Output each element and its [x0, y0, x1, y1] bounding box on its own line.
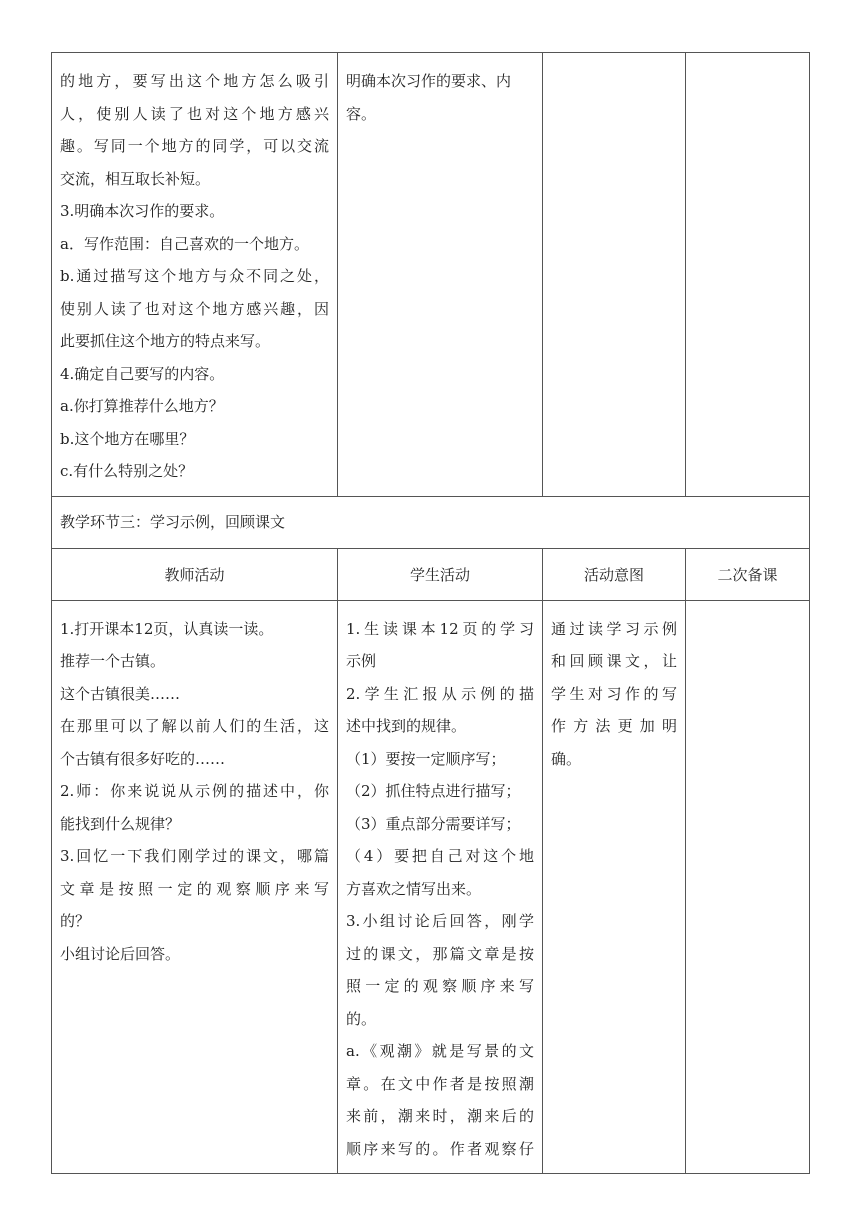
lesson-plan-page [51, 52, 809, 1174]
text-line: 述中找到的规律。 [346, 717, 467, 735]
text-line: （4）要把自己对这个地 [346, 847, 534, 865]
text-line: 照一定的观察顺序来写 [346, 977, 534, 995]
section-row [52, 496, 810, 548]
student-activity-cell [338, 600, 543, 1174]
text-line: 和回顾课文，让 [551, 652, 677, 670]
text-line: 顺序来写的。作者观察仔 [346, 1139, 534, 1158]
activity-intent-cell [543, 53, 686, 497]
teacher-activity-cell [52, 53, 338, 497]
text-line: 人，使别人读了也对这个地方感兴 [60, 104, 329, 123]
student-activity-text [338, 601, 542, 1174]
text-line: 此要抓住这个地方的特点来写。 [60, 332, 271, 350]
text-line: 推荐一个古镇。 [60, 652, 166, 670]
table-row-bottom [52, 600, 810, 1174]
text-line: 学生对习作的写 [551, 684, 677, 703]
text-line: 小组讨论后回答。 [60, 944, 181, 963]
teacher-activity-cell [52, 600, 338, 1174]
text-line: 方喜欢之情写出来。 [346, 879, 482, 898]
text-line: 能找到什么规律？ [60, 814, 181, 833]
text-line: （1）要按一定顺序写； [346, 749, 506, 768]
text-line: 明确本次习作的要求、内 [346, 72, 512, 90]
text-line: 2.师：你来说说从示例的描述中，你 [60, 782, 329, 800]
table-row-top [52, 53, 810, 497]
header-student-activity: 学生活动 [338, 548, 543, 600]
text-line: 示例 [346, 652, 377, 670]
section-title: 教学环节三：学习示例，回顾课文 [52, 496, 810, 548]
activity-intent-cell [543, 600, 686, 1174]
text-line: b.这个地方在哪里？ [60, 429, 195, 448]
activity-intent-text [543, 601, 685, 784]
text-line: a．写作范围：自己喜欢的一个地方。 [60, 234, 309, 253]
text-line: c.有什么特别之处？ [60, 462, 194, 480]
text-line: 这个古镇很美…… [60, 684, 181, 703]
text-line: 的？ [60, 912, 91, 930]
text-line: 3.明确本次习作的要求。 [60, 202, 225, 220]
text-line: （3）重点部分需要详写； [346, 814, 521, 833]
text-line: 过的课文，那篇文章是按 [346, 944, 534, 963]
text-line: b.通过描写这个地方与众不同之处， [60, 267, 329, 285]
header-teacher-activity: 教师活动 [52, 548, 338, 600]
text-line: 个古镇有很多好吃的…… [60, 749, 226, 768]
header-row [52, 548, 810, 600]
text-line: 文章是按照一定的观察顺序来写 [60, 879, 329, 898]
text-line: 通过读学习示例 [551, 619, 677, 638]
header-activity-intent: 活动意图 [543, 548, 686, 600]
text-line: 趣。写同一个地方的同学，可以交流 [60, 137, 329, 155]
header-second-prep: 二次备课 [686, 548, 810, 600]
student-activity-text [338, 53, 542, 138]
text-line: 来前，潮来时，潮来后的 [346, 1107, 534, 1125]
text-line: 交流，相互取长补短。 [60, 169, 211, 188]
student-activity-cell [338, 53, 543, 497]
text-line: 在那里可以了解以前人们的生活，这 [60, 717, 329, 735]
text-line: 1.打开课本12页，认真读一读。 [60, 619, 274, 638]
text-line: 使别人读了也对这个地方感兴趣，因 [60, 299, 329, 318]
text-line: 容。 [346, 104, 377, 123]
text-line: a.《观潮》就是写景的文 [346, 1042, 534, 1060]
text-line: （2）抓住特点进行描写； [346, 782, 521, 800]
text-line: 3.回忆一下我们刚学过的课文，哪篇 [60, 847, 329, 865]
text-line: 3.小组讨论后回答，刚学 [346, 912, 534, 930]
text-line: 章。在文中作者是按照潮 [346, 1074, 534, 1093]
text-line: a.你打算推荐什么地方？ [60, 397, 224, 415]
text-line: 1.生读课本12页的学习 [346, 619, 534, 638]
text-line: 4.确定自己要写的内容。 [60, 364, 225, 383]
teacher-activity-text [52, 53, 337, 496]
text-line: 作方法更加明 [551, 717, 677, 735]
text-line: 的地方，要写出这个地方怎么吸引 [60, 72, 329, 90]
lesson-plan-table [51, 52, 810, 1174]
second-prep-cell [686, 600, 810, 1174]
text-line: 确。 [551, 749, 582, 768]
text-line: 的。 [346, 1009, 377, 1028]
second-prep-cell [686, 53, 810, 497]
text-line: 2.学生汇报从示例的描 [346, 684, 534, 703]
teacher-activity-text [52, 601, 337, 979]
